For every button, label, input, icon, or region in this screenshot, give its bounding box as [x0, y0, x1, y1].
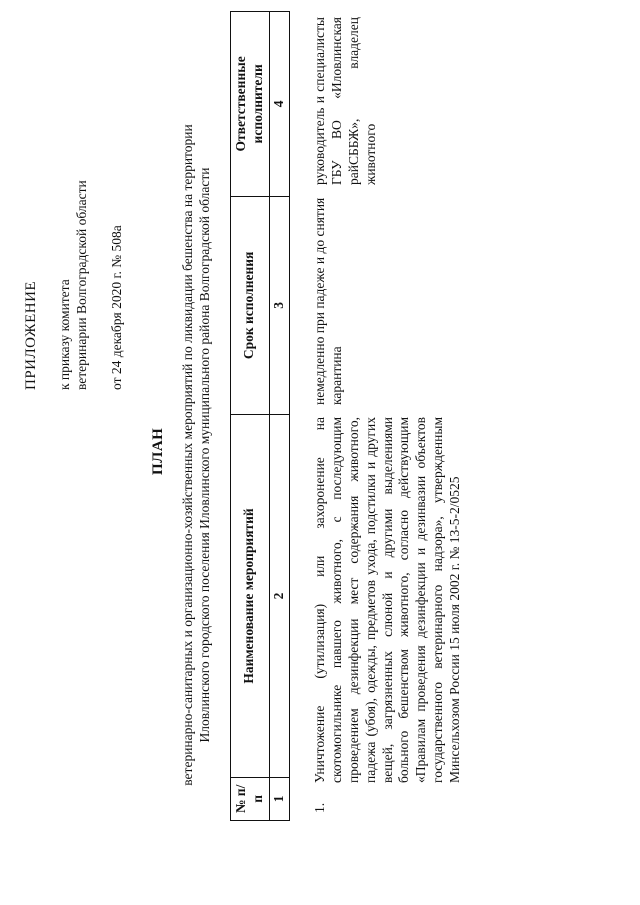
column-number: 2 — [269, 415, 289, 778]
header-measure: Наименование мероприятий — [231, 415, 270, 778]
appendix-committee-line: ветеринарии Волгоградской области — [73, 180, 89, 390]
row-number: 1. — [312, 802, 327, 813]
row-responsible: руководитель и специалисты ГБУ ВО «Иловлинская райСББЖ», владелец животного — [312, 17, 378, 185]
plan-table-body — [312, 11, 464, 821]
plan-subtitle — [180, 25, 214, 885]
column-number: 4 — [269, 12, 289, 197]
appendix-date-line: от 24 декабря 2020 г. № 508а — [108, 225, 124, 390]
plan-subtitle-line-2: Иловлинского городского поселения Иловлинского муниципального района Волгоградской области — [196, 167, 212, 743]
column-number-row — [269, 12, 289, 821]
header-number: № п/п — [231, 777, 270, 820]
plan-subtitle-line-1: ветеринарно-санитарных и организационно-хозяйственных мероприятий по ликвидации бешенства на территории — [180, 124, 195, 786]
header-deadline: Срок исполнения — [231, 196, 270, 414]
table-header-row — [231, 12, 270, 821]
table-row — [312, 11, 464, 821]
appendix-heading: ПРИЛОЖЕНИЕ — [23, 280, 39, 390]
appendix-order-line: к приказу комитета — [56, 279, 72, 390]
column-number: 3 — [269, 196, 289, 414]
row-deadline: немедленно при падеже и до снятия карантина — [312, 197, 344, 405]
plan-title: ПЛАН — [150, 427, 166, 475]
column-number: 1 — [269, 777, 289, 820]
plan-table — [230, 11, 290, 821]
header-responsible: Ответственные исполнители — [231, 12, 270, 197]
appendix-block — [22, 30, 125, 390]
row-measure: Уничтожение (утилизация) или захоронение на скотомогильнике павшего животного, с последующим проведением дезинфекции мест содержания животного, падежа (убоя), одежды, предметов ухода, подстилки и других вещей, загрязненных слюной и другими выделениями больного бешенством животного, согласно действующим «Правилам проведения дезинфекции и дезинвазии объектов государственного ветеринарного надзора», утвержденным Минсельхозом России 15 июля 2002 г. № 13-5-2/0525 — [312, 417, 462, 783]
